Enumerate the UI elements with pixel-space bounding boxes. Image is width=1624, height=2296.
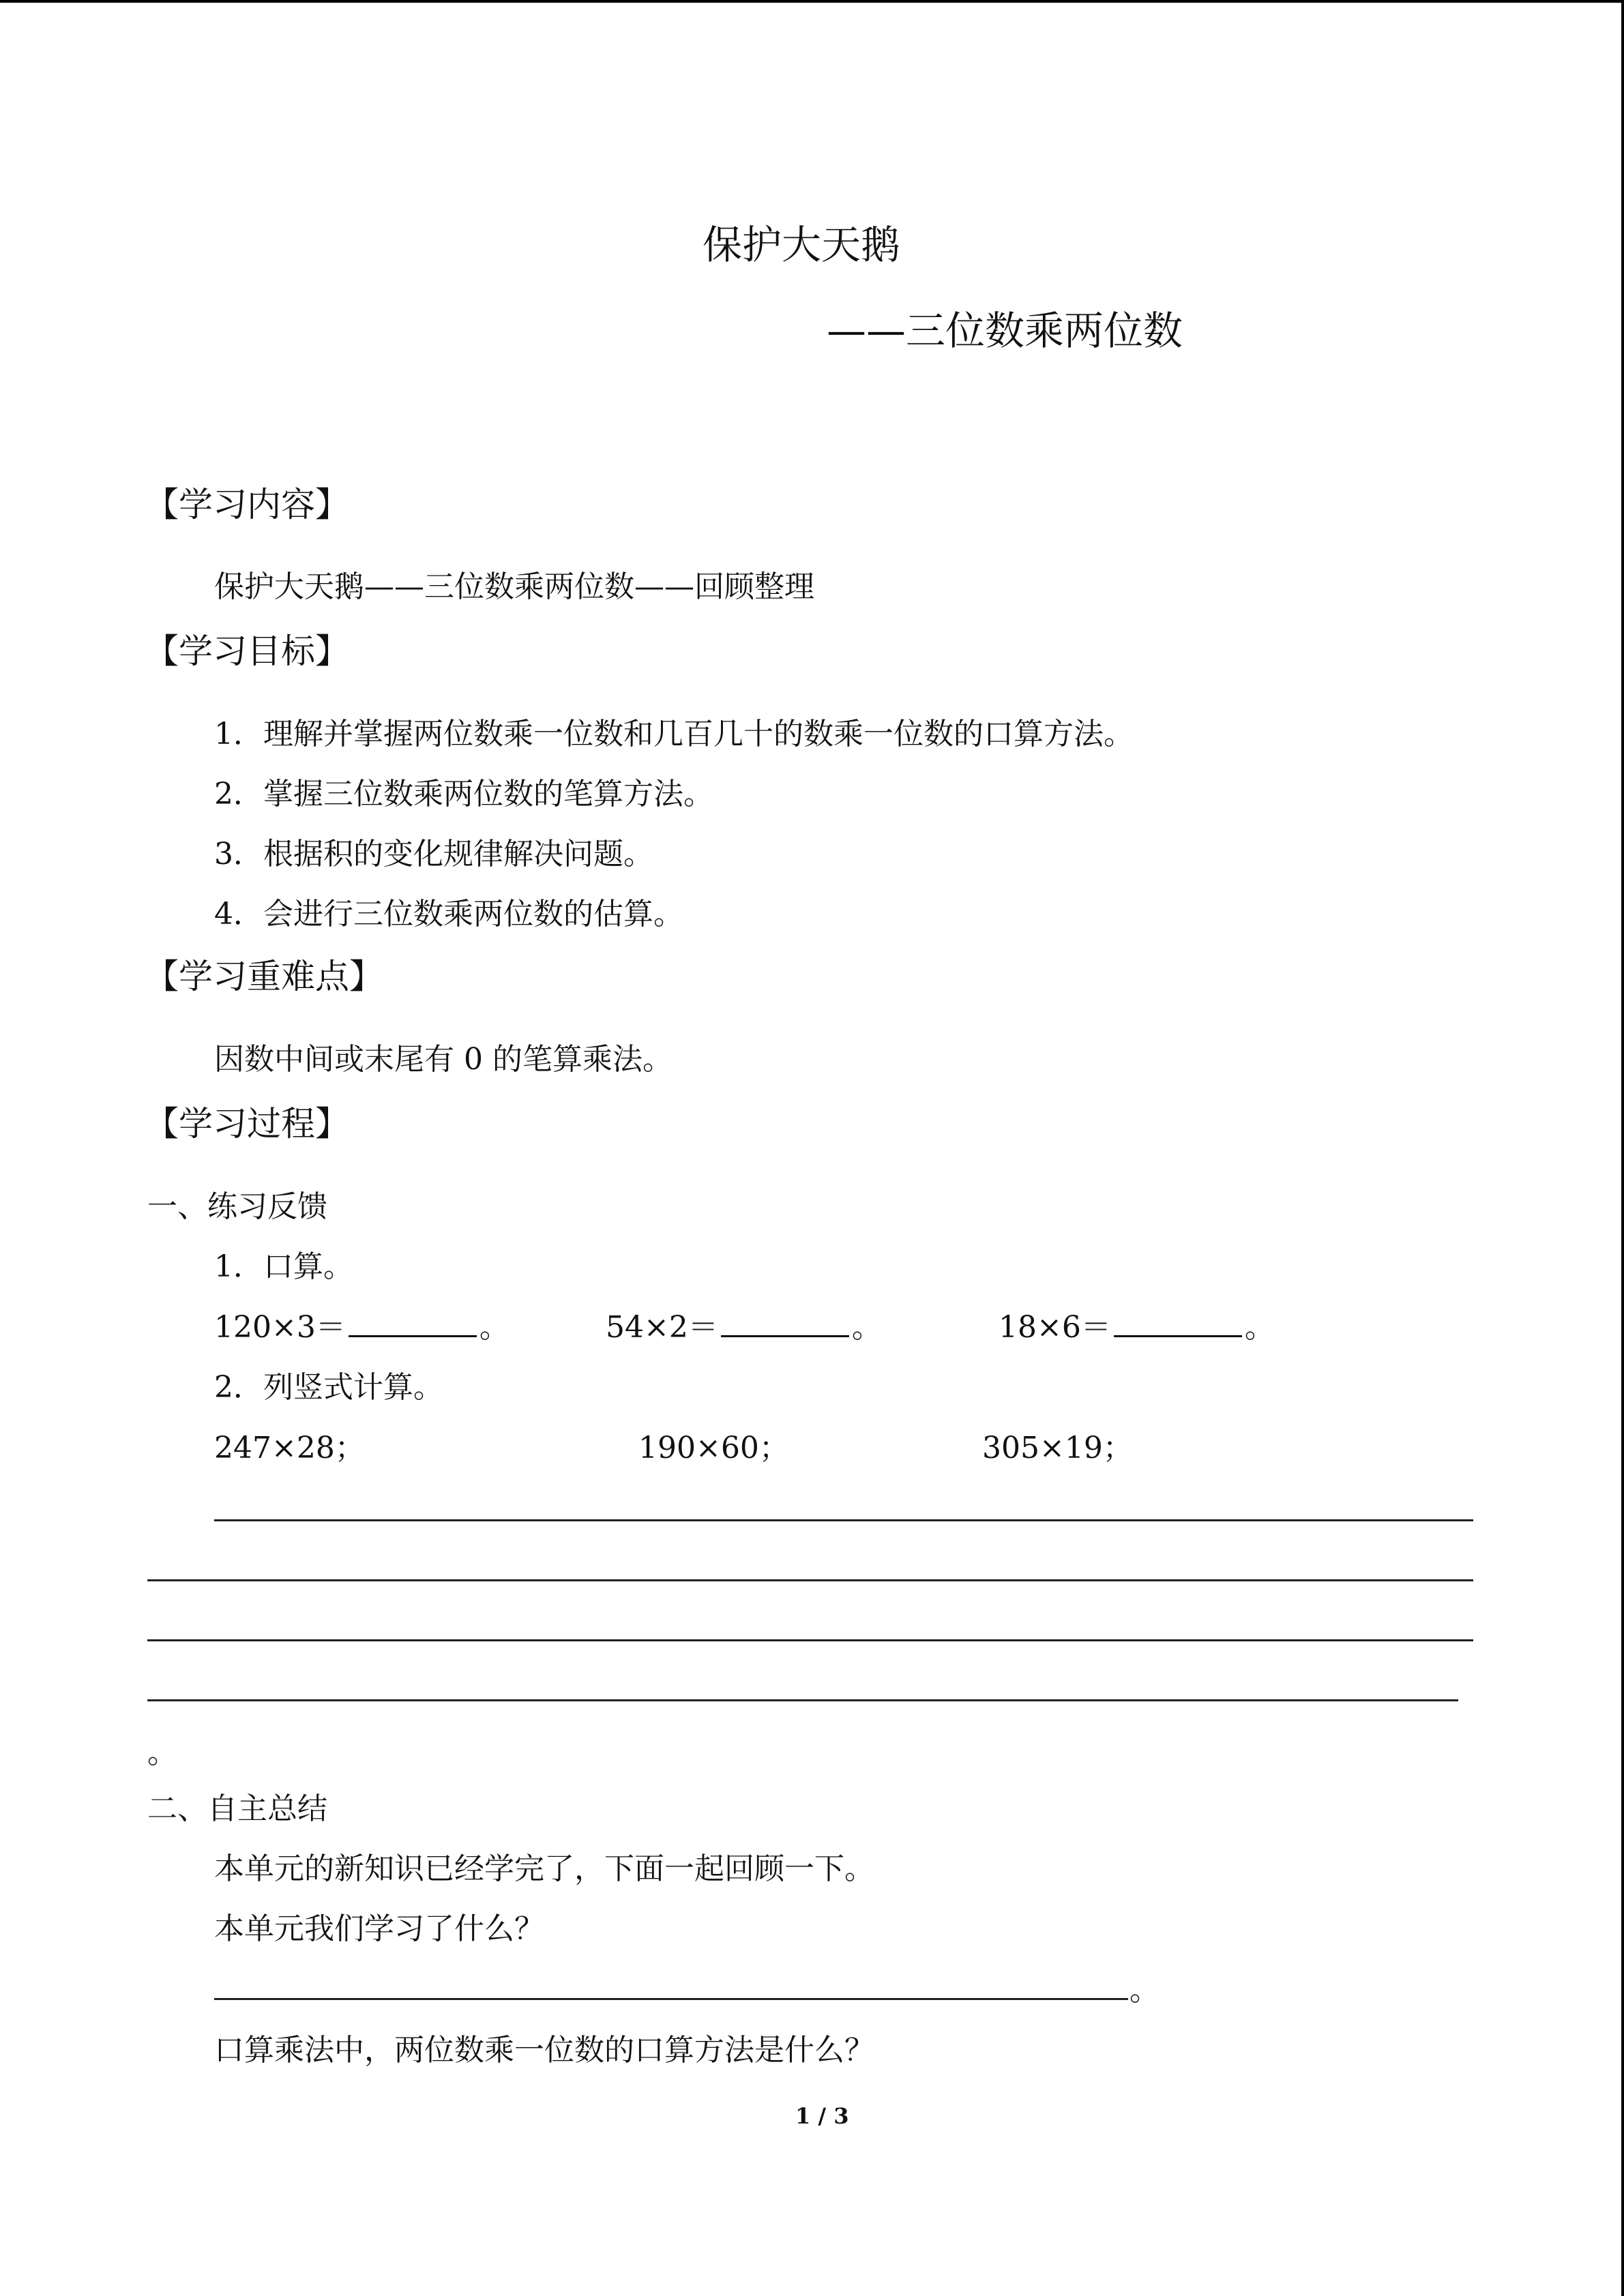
goal-item-2: 2．掌握三位数乘两位数的笔算方法。 <box>214 777 713 811</box>
summary-question-2: 口算乘法中，两位数乘一位数的口算方法是什么？ <box>214 2033 874 2068</box>
content-text: 保护大天鹅——三位数乘两位数——回顾整理 <box>214 569 814 604</box>
key-points-text: 因数中间或末尾有 0 的笔算乘法。 <box>214 1042 673 1077</box>
summary-answer-line[interactable] <box>214 1998 1128 2000</box>
section-heading-key-points: 【学习重难点】 <box>145 957 383 996</box>
part1-title: 一、练习反馈 <box>147 1189 327 1224</box>
section-heading-content: 【学习内容】 <box>145 485 349 524</box>
summary-answer-end: 。 <box>1130 1973 1160 2008</box>
oral-expr: 54×2＝ <box>606 1310 718 1345</box>
section-heading-process: 【学习过程】 <box>145 1104 349 1144</box>
oral-end: 。 <box>479 1310 510 1345</box>
oral-problem-3 <box>999 1302 1275 1346</box>
page-border-top <box>0 0 1624 3</box>
oral-problem-2 <box>606 1302 882 1346</box>
vertical-problem-1: 247×28； <box>214 1431 365 1465</box>
answer-line[interactable] <box>147 1579 1473 1581</box>
oral-end: 。 <box>851 1310 882 1345</box>
page-number: 1 / 3 <box>795 2103 849 2129</box>
answer-line[interactable] <box>147 1639 1473 1641</box>
oral-expr: 120×3＝ <box>214 1310 346 1345</box>
goal-item-1: 1．理解并掌握两位数乘一位数和几百几十的数乘一位数的口算方法。 <box>214 717 1134 751</box>
lines-end-mark: 。 <box>147 1735 177 1770</box>
vertical-calc-label: 2．列竖式计算。 <box>214 1370 443 1405</box>
answer-blank[interactable] <box>721 1308 849 1337</box>
oral-calc-label: 1．口算。 <box>214 1249 353 1284</box>
summary-question-1: 本单元我们学习了什么？ <box>214 1911 544 1946</box>
oral-expr: 18×6＝ <box>999 1310 1111 1345</box>
page-subtitle: ——三位数乘两位数 <box>827 308 1183 354</box>
vertical-problem-3: 305×19； <box>982 1431 1133 1465</box>
part2-title: 二、自主总结 <box>147 1791 327 1826</box>
summary-intro: 本单元的新知识已经学完了，下面一起回顾一下。 <box>214 1851 874 1886</box>
section-heading-goals: 【学习目标】 <box>145 631 349 671</box>
answer-line[interactable] <box>214 1519 1473 1521</box>
page-border-right <box>1621 0 1624 2296</box>
oral-problem-1 <box>214 1302 510 1346</box>
vertical-problem-2: 190×60； <box>638 1431 789 1465</box>
oral-end: 。 <box>1244 1310 1275 1345</box>
answer-line[interactable] <box>147 1699 1458 1701</box>
goal-item-4: 4．会进行三位数乘两位数的估算。 <box>214 897 683 931</box>
answer-blank[interactable] <box>349 1308 477 1337</box>
page-title: 保护大天鹅 <box>703 222 901 268</box>
goal-item-3: 3．根据积的变化规律解决问题。 <box>214 837 653 871</box>
answer-blank[interactable] <box>1114 1308 1242 1337</box>
